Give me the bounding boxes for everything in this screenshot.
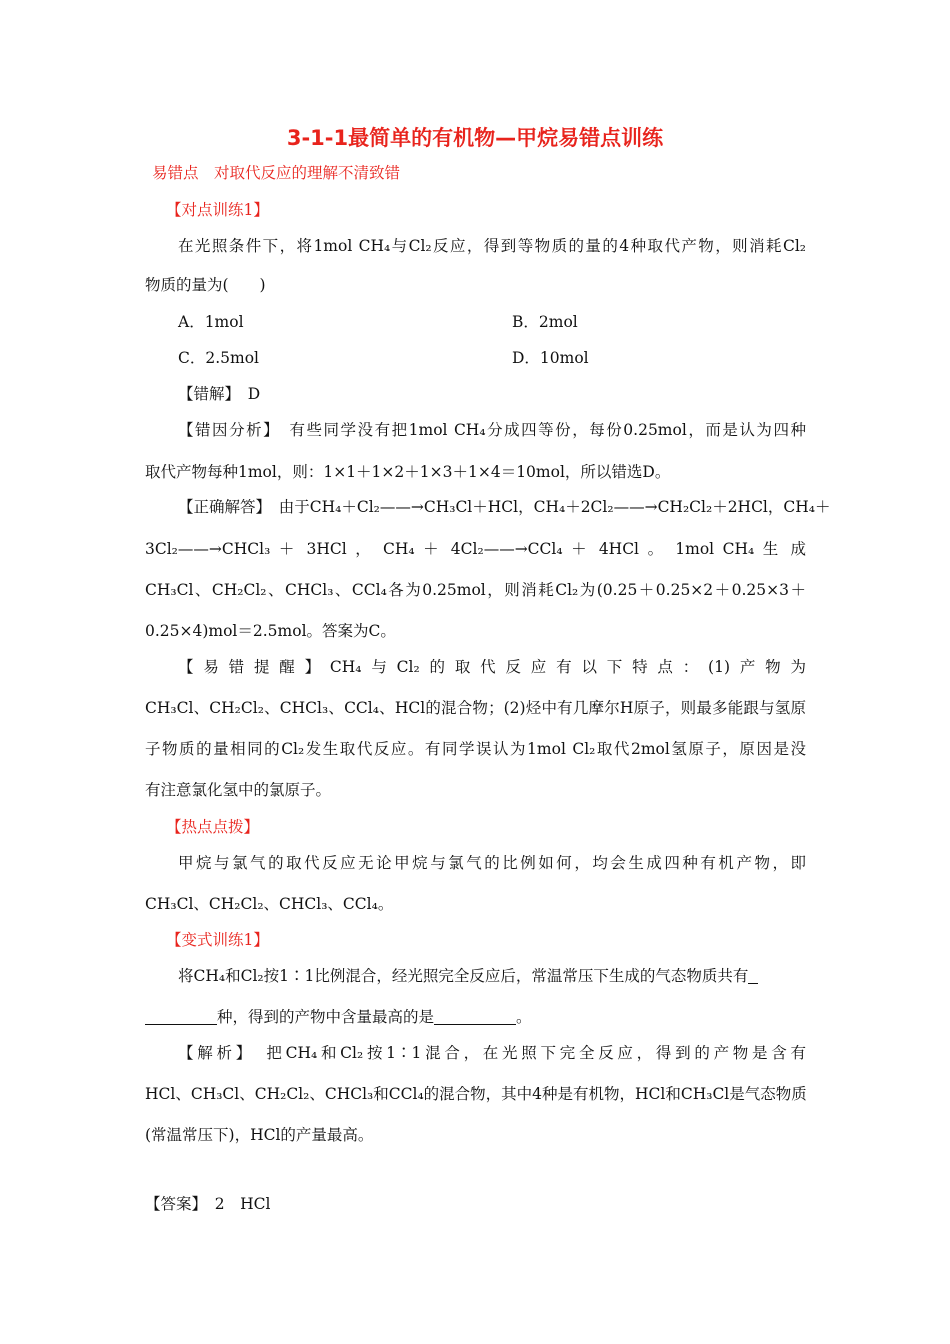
final-answer: 【答案】 2 HCl	[145, 1195, 271, 1213]
reminder-line-3: 子物质的量相同的Cl₂发生取代反应。有同学误认为1mol Cl₂取代2mol氢原子，原因是没	[145, 740, 806, 758]
hotspot-heading: 【热点点拨】	[166, 818, 260, 836]
option-d: D．10mol	[512, 349, 589, 367]
option-c: C．2.5mol	[178, 349, 259, 367]
correct-line-4: 0.25×4)mol＝2.5mol。答案为C。	[145, 622, 396, 640]
correct-line-3: CH₃Cl、CH₂Cl₂、CHCl₃、CCl₄各为0.25mol，则消耗Cl₂为(0.25＋0.25×2＋0.25×3＋	[145, 581, 806, 599]
option-a: A．1mol	[178, 313, 244, 331]
question-line-2: 物质的量为( )	[145, 276, 266, 294]
correct-line-2: 3Cl₂——→CHCl₃ ＋ 3HCl ， CH₄ ＋ 4Cl₂——→CCl₄ ＋ 4HCl 。 1mol CH₄ 生 成	[145, 540, 806, 558]
variant-question-line-1: 将CH₄和Cl₂按1∶1比例混合，经光照完全反应后，常温常压下生成的气态物质共有	[178, 966, 806, 986]
hotspot-line-1: 甲烷与氯气的取代反应无论甲烷与氯气的比例如何，均会生成四种有机产物，即	[178, 854, 806, 872]
analysis-line-1: 【解析】 把CH₄和Cl₂按1∶1混合，在光照下完全反应，得到的产物是含有	[178, 1044, 806, 1062]
option-b: B．2mol	[512, 313, 578, 331]
cause-line-2: 取代产物每种1mol，则：1×1＋1×2＋1×3＋1×4＝10mol，所以错选D。	[145, 463, 671, 481]
page-title: 3-1-1最简单的有机物—甲烷易错点训练	[286, 126, 664, 150]
reminder-line-4: 有注意氯化氢中的氯原子。	[145, 781, 332, 799]
reminder-line-1: 【易错提醒】CH₄与Cl₂的取代反应有以下特点：(1)产物为	[178, 658, 806, 676]
answer-blank-1	[145, 1008, 217, 1025]
reminder-line-2: CH₃Cl、CH₂Cl₂、CHCl₃、CCl₄、HCl的混合物；(2)烃中有几摩尔H原子，则最多能跟与氢原	[145, 699, 806, 717]
answer-blank-2	[434, 1008, 516, 1025]
answer-blank-1-start	[748, 967, 758, 984]
cause-line-1: 【错因分析】 有些同学没有把1mol CH₄分成四等份，每份0.25mol，而是认为四种	[178, 421, 806, 439]
section-subtitle: 易错点 对取代反应的理解不清致错	[152, 164, 401, 182]
question-line-1: 在光照条件下，将1mol CH₄与Cl₂反应，得到等物质的量的4种取代产物，则消耗Cl₂	[178, 237, 806, 255]
wrong-answer: 【错解】 D	[178, 385, 261, 403]
variant-heading: 【变式训练1】	[166, 931, 269, 949]
analysis-line-3: (常温常压下)，HCl的产量最高。	[145, 1126, 374, 1144]
variant-question-line-2: 种，得到的产物中含量最高的是 。	[145, 1007, 532, 1027]
hotspot-line-2: CH₃Cl、CH₂Cl₂、CHCl₃、CCl₄。	[145, 895, 394, 913]
correct-line-1: 【正确解答】 由于CH₄＋Cl₂——→CH₃Cl＋HCl，CH₄＋2Cl₂——→CH₂Cl₂＋2HCl，CH₄＋	[178, 498, 831, 516]
analysis-line-2: HCl、CH₃Cl、CH₂Cl₂、CHCl₃和CCl₄的混合物，其中4种是有机物，HCl和CH₃Cl是气态物质	[145, 1085, 807, 1103]
practice-heading: 【对点训练1】	[166, 201, 269, 219]
